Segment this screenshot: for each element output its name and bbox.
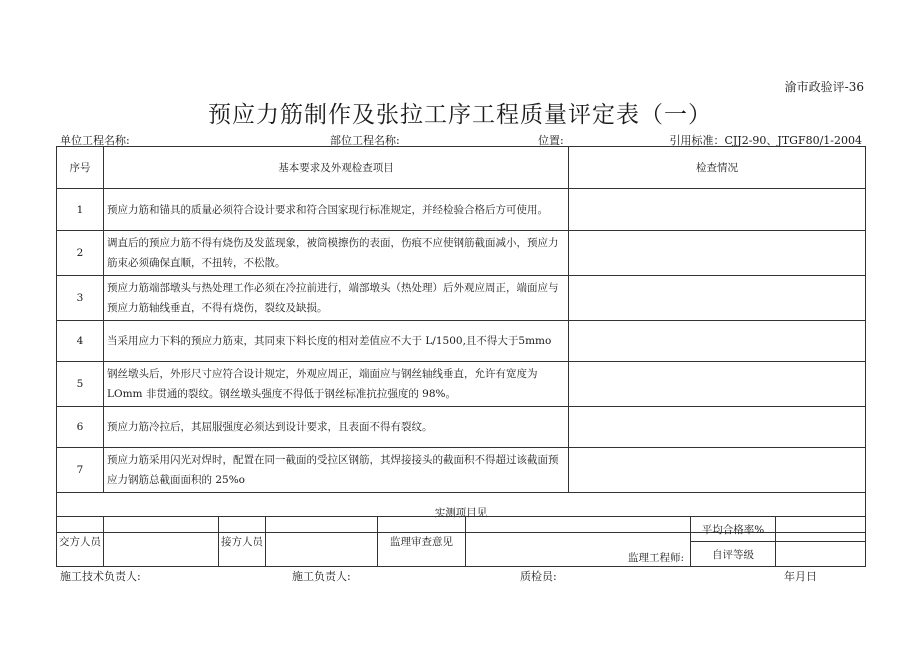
inspection-table — [56, 146, 866, 533]
receiver-person-label: 接方人员 — [219, 517, 266, 567]
construction-lead-label: 施工负责人: — [292, 570, 351, 583]
requirement-text: 调直后的预应力筋不得有烧伤及发蓝现象，被筒模擦伤的表面，伤痕不应使钢筋截面减小，预应力筋束必须确保直顺，不扭转，不松散。 — [104, 231, 569, 276]
handover-person-label: 交方人员 — [57, 517, 104, 567]
requirement-text: 当采用应力下料的预应力筋束，其同束下料长度的相对差值应不大于 L/1500,且不得大于5mmo — [104, 321, 569, 362]
self-grade-label: 自评等级 — [691, 542, 776, 567]
row-number: 1 — [57, 189, 104, 231]
table-header-row — [57, 147, 866, 189]
column-header-seq: 序号 — [57, 147, 104, 189]
inspection-cell[interactable] — [569, 448, 866, 493]
requirement-text: 预应力筋冷拉后，其屈服强度必须达到设计要求，且表面不得有裂纹。 — [104, 407, 569, 448]
tech-lead-label: 施工技术负责人: — [60, 570, 141, 583]
date-label: 年月日 — [784, 570, 817, 583]
inspection-cell[interactable] — [569, 276, 866, 321]
inspection-cell[interactable] — [569, 321, 866, 362]
pass-rate-label: 平均合格率% — [691, 517, 776, 542]
row-number: 4 — [57, 321, 104, 362]
requirement-text: 钢丝墩头后，外形尺寸应符合设计规定，外观应周正，端面应与钢丝轴线垂直，允许有宽度为LOmm 非贯通的裂纹。钢丝墩头强度不得低于钢丝标准抗拉强度的 98%。 — [104, 362, 569, 407]
table-row — [57, 231, 866, 276]
table-row — [57, 407, 866, 448]
location-label: 位置: — [538, 134, 564, 147]
row-number: 7 — [57, 448, 104, 493]
inspector-label: 质检员: — [520, 570, 557, 583]
table-row — [57, 189, 866, 231]
row-number: 2 — [57, 231, 104, 276]
receiver-person-cell[interactable] — [266, 517, 378, 567]
form-code: 渝市政验评-36 — [784, 80, 864, 94]
table-row — [57, 362, 866, 407]
row-number: 5 — [57, 362, 104, 407]
column-header-requirements: 基本要求及外观检查项目 — [104, 147, 569, 189]
row-number: 6 — [57, 407, 104, 448]
supervision-engineer-label: 监理工程师: — [627, 552, 684, 564]
handover-person-cell[interactable] — [104, 517, 219, 567]
approval-table — [56, 516, 866, 567]
supervision-opinion-label: 监理审查意见 — [378, 517, 466, 567]
inspection-cell[interactable] — [569, 189, 866, 231]
measured-items-note: 实测项目见 — [57, 493, 866, 533]
sub-project-label: 部位工程名称: — [330, 134, 400, 147]
table-row — [57, 321, 866, 362]
supervision-opinion-cell[interactable] — [466, 517, 691, 567]
row-number: 3 — [57, 276, 104, 321]
table-row — [57, 276, 866, 321]
self-grade-cell[interactable] — [776, 542, 866, 567]
standard-label: 引用标准：CJJ2-90、JTGF80/1-2004 — [669, 134, 862, 147]
requirement-text: 预应力筋采用闪光对焊时，配置在同一截面的受拉区钢筋，其焊接接头的截面积不得超过该截面预应力钢筋总截面面积的 25%o — [104, 448, 569, 493]
unit-project-label: 单位工程名称: — [60, 134, 130, 147]
inspection-cell[interactable] — [569, 407, 866, 448]
pass-rate-cell[interactable] — [776, 517, 866, 542]
inspection-cell[interactable] — [569, 362, 866, 407]
column-header-inspection: 检查情况 — [569, 147, 866, 189]
requirement-text: 预应力筋端部墩头与热处理工作必须在冷拉前进行，端部墩头（热处理）后外观应周正，端面应与预应力筋轴线垂直，不得有烧伤，裂纹及缺损。 — [104, 276, 569, 321]
table-row — [57, 448, 866, 493]
inspection-cell[interactable] — [569, 231, 866, 276]
page-title: 预应力筋制作及张拉工序工程质量评定表（一） — [208, 102, 712, 128]
requirement-text: 预应力筋和锚具的质量必须符合设计要求和符合国家现行标准规定，并经检验合格后方可使用。 — [104, 189, 569, 231]
